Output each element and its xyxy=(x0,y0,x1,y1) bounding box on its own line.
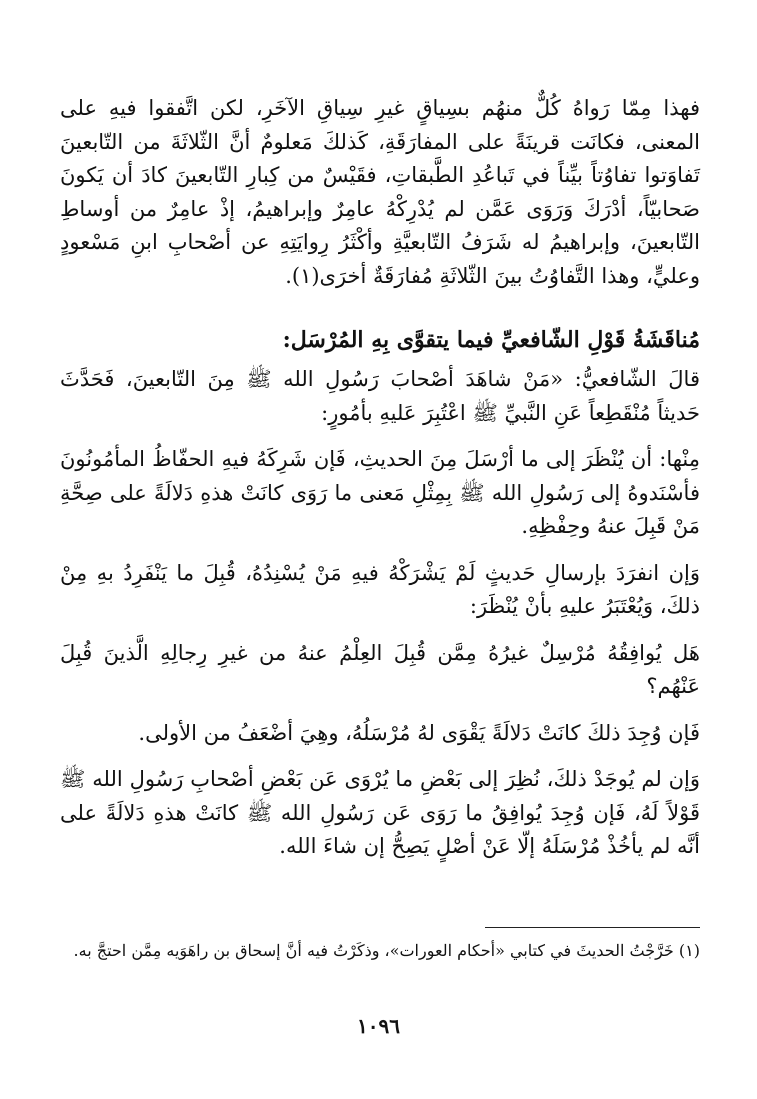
paragraph-1: فهذا مِمّا رَواهُ كُلٌّ منهُم بسِياقٍ غيرِ سِياقِ الآخَرِ، لكن اتَّفقوا فيهِ على المعنى، فكانَت قرينَةً على المفارَقَةِ، كَذلكَ مَعلومٌ أنَّ الثّلاثَةَ من التّابعينَ تَفاوَتوا تفاوُتاً بيِّناً في تَباعُدِ الطَّبقاتِ، فقَيْسٌ من كِبارِ التّابعينَ كادَ أن يَكونَ صَحابيّاً، أدْرَكَ وَرَوَى عَمَّن لم يُدْرِكْهُ عامِرٌ وإبراهيمُ، إذْ عامِرٌ من أوساطِ التّابعينَ، وإبراهيمُ له شَرَفُ التّابعيَّةِ وأكْثَرُ رِوايَتِهِ عن أصْحابِ ابنِ مَسْعودٍ وعليٍّ، وهذا التَّفاوُتُ بينَ الثّلاثَةِ مُفارَقَةٌ أخرَى(١). xyxy=(60,96,700,288)
paragraph-6: فَإن وُجِدَ ذلكَ كانَتْ دَلالَةً يَقْوَى لهُ مُرْسَلُهُ، وهِيَ أضْعَفُ من الأولى. xyxy=(138,720,700,745)
paragraph-4: وَإن انفرَدَ بإرسالِ حَديثٍ لَمْ يَشْرَكْهُ فيهِ مَنْ يُسْنِدُهُ، قُبِلَ ما يَنْفَرِدُ بهِ مِنْ ذلكَ، وَيُعْتَبَرُ عليهِ بأنْ يُنْظَرَ: xyxy=(60,560,700,618)
footnote-1: (١) خَرَّجْتُ الحديثَ في كتابي «أحكام العورات»، وذكَرْتُ فيه أنَّ إسحاق بن راهَوَيه مِمَّن احتجَّ به. xyxy=(73,941,700,960)
section-heading: مُناقَشَةُ قَوْلِ الشّافعيِّ فيما يتقوَّى بِهِ المُرْسَل: xyxy=(282,327,700,353)
page-body xyxy=(60,92,700,864)
footnotes xyxy=(60,927,700,964)
paragraph-7: وَإن لم يُوجَدْ ذلكَ، نُظِرَ إلى بَعْضِ ما يُرْوَى عَن بَعْضِ أصْحابِ رَسُولِ الله ﷺ قَوْلاً لَهُ، فَإن وُجِدَ يُوافِقُ ما رَوَى عَن رَسُولِ الله ﷺ كانَتْ هذهِ دَلالَةً على أنَّه لم يأخُذْ مُرْسَلَهُ إلّا عَنْ أصْلٍ يَصِحُّ إن شاءَ الله. xyxy=(60,767,700,858)
page-number: ١٠٩٦ xyxy=(357,1014,400,1038)
paragraph-3: مِنْها: أن يُنْظَرَ إلى ما أرْسَلَ مِنَ الحديثِ، فَإن شَرِكَهُ فيهِ الحفّاظُ المأمُونُونَ فأسْنَدوهُ إلى رَسُولِ الله ﷺ بِمِثْلِ مَعنى ما رَوَى كانَتْ هذهِ دَلالَةً على صِحَّةِ مَنْ قَبِلَ عنهُ وحِفْظِهِ. xyxy=(60,447,700,538)
paragraph-5: هَل يُوافِقُهُ مُرْسِلٌ غيرُهُ مِمَّن قُبِلَ العِلْمُ عنهُ من غيرِ رِجالِهِ الَّذينَ قُبِلَ عَنْهُم؟ xyxy=(60,640,700,698)
footnote-divider xyxy=(485,927,700,928)
paragraph-2: قالَ الشّافعيُّ: «مَنْ شاهَدَ أصْحابَ رَسُولِ الله ﷺ مِنَ التّابعينَ، فَحَدَّثَ حَديثاً مُنْقَطِعاً عَنِ النَّبيِّ ﷺ اعْتُبِرَ عَليهِ بأمُورٍ: xyxy=(60,367,700,425)
